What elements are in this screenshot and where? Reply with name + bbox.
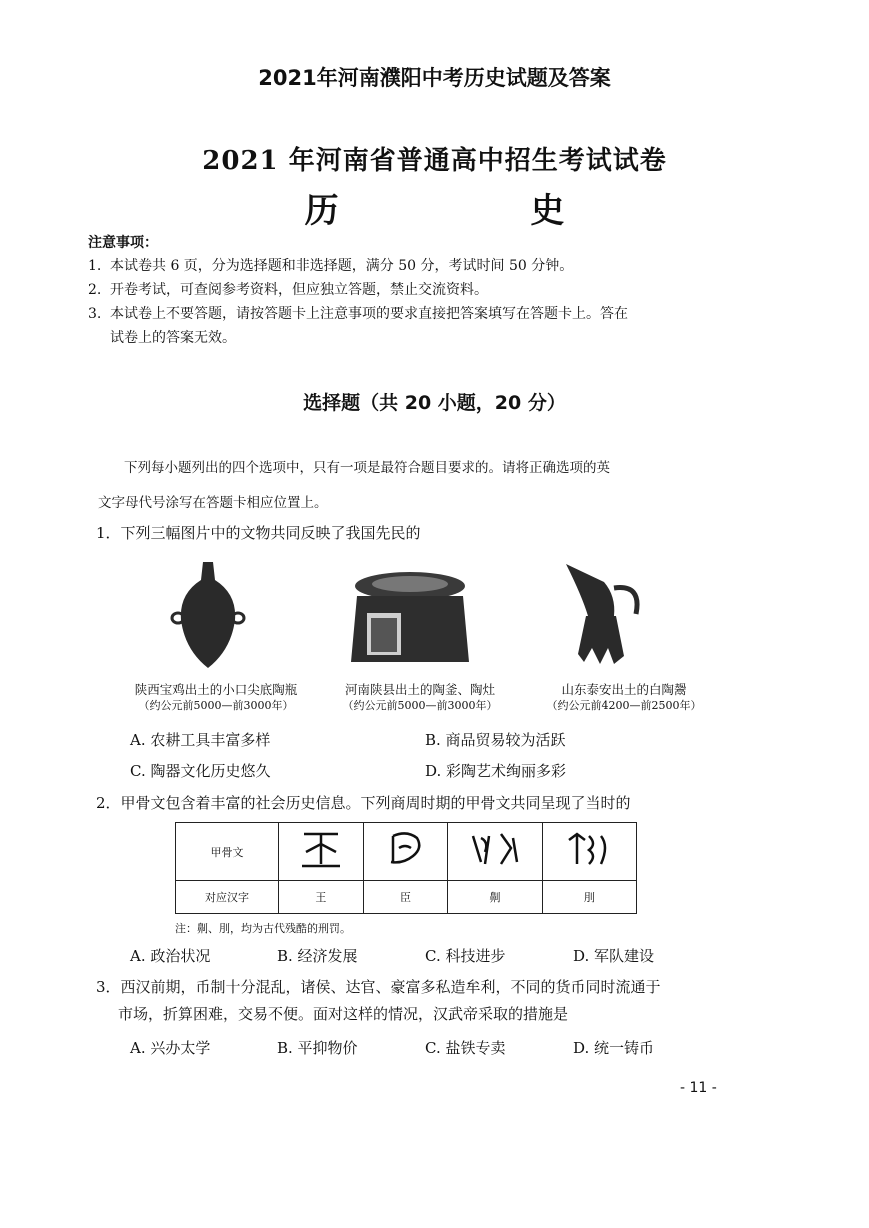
pottery-cauldron-stove-image [345,568,475,668]
artifact-2-caption: 河南陕县出土的陶釜、陶灶 [344,682,495,697]
q3-option-a: A. 兴办太学 [130,1039,211,1057]
artifact-2-date: （约公元前5000—前3000年） [342,699,498,712]
table-note: 注：劓、刖，均为古代残酷的刑罚。 [175,922,351,935]
artifact-3-date: （约公元前4200—前2500年） [546,699,702,712]
document-title: 2021年河南濮阳中考历史试题及答案 [258,66,611,90]
hanzi-row-header: 对应汉字 [176,881,279,914]
oracle-glyph-yue [542,823,636,881]
oracle-glyph-yue-icon [561,828,617,872]
instruction-line-1: 下列每小题列出的四个选项中，只有一项是最符合题目要求的。请将正确选项的英 [124,460,610,476]
oracle-row-header: 甲骨文 [176,823,279,881]
artifact-1-caption: 陕西宝鸡出土的小口尖底陶瓶 [134,682,298,697]
subject-title: 历 史 [304,191,655,231]
pointed-bottom-amphora-image [168,558,248,670]
oracle-glyph-chen-icon [381,828,431,872]
page-number: - 11 - [680,1080,717,1096]
q1-option-d: D. 彩陶艺术绚丽多彩 [425,762,567,780]
section-title: 选择题（共 20 小题，20 分） [303,392,566,414]
question-2-stem: 2．甲骨文包含着丰富的社会历史信息。下列商周时期的甲骨文共同呈现了当时的 [96,794,631,812]
oracle-glyph-yi-icon [467,828,523,872]
artifact-3-caption: 山东泰安出土的白陶鬶 [561,682,687,697]
q2-option-b: B. 经济发展 [277,947,358,965]
q3-option-c: C. 盐铁专卖 [425,1039,506,1057]
hanzi-cell: 劓 [448,881,542,914]
exam-title: 2021 年河南省普通高中招生考试试卷 [202,146,667,176]
q1-option-b: B. 商品贸易较为活跃 [425,731,566,749]
notice-item-1: 1. 本试卷共 6 页，分为选择题和非选择题，满分 50 分，考试时间 50 分钟。 [88,258,574,274]
hanzi-cell: 刖 [542,881,636,914]
oracle-glyph-chen [363,823,448,881]
notice-item-3-cont: 试卷上的答案无效。 [110,330,236,346]
question-3-stem-line-1: 3．西汉前期，币制十分混乱，诸侯、达官、豪富多私造牟利，不同的货币同时流通于 [96,978,661,996]
q2-option-c: C. 科技进步 [425,947,506,965]
white-pottery-gui-image [562,558,647,668]
q1-option-a: A. 农耕工具丰富多样 [130,731,271,749]
notice-heading: 注意事项： [88,235,158,251]
notice-item-2: 2. 开卷考试，可查阅参考资料，但应独立答题，禁止交流资料。 [88,282,488,298]
oracle-bone-table [175,822,637,914]
hanzi-cell: 王 [279,881,364,914]
q3-option-b: B. 平抑物价 [277,1039,358,1057]
q2-option-d: D. 军队建设 [573,947,655,965]
oracle-glyph-yi [448,823,542,881]
question-1-stem: 1．下列三幅图片中的文物共同反映了我国先民的 [96,524,421,542]
q3-option-d: D. 统一铸币 [573,1039,655,1057]
artifact-1-date: （约公元前5000—前3000年） [138,699,294,712]
notice-item-3: 3. 本试卷上不要答题，请按答题卡上注意事项的要求直接把答案填写在答题卡上。答在 [88,306,628,322]
oracle-glyph-wang-icon [296,828,346,872]
question-3-stem-line-2: 市场，折算困难，交易不便。面对这样的情况，汉武帝采取的措施是 [118,1005,569,1023]
oracle-glyph-wang [279,823,364,881]
q1-option-c: C. 陶器文化历史悠久 [130,762,271,780]
instruction-line-2: 文字母代号涂写在答题卡相应位置上。 [98,495,328,511]
hanzi-cell: 臣 [363,881,448,914]
q2-option-a: A. 政治状况 [130,947,211,965]
